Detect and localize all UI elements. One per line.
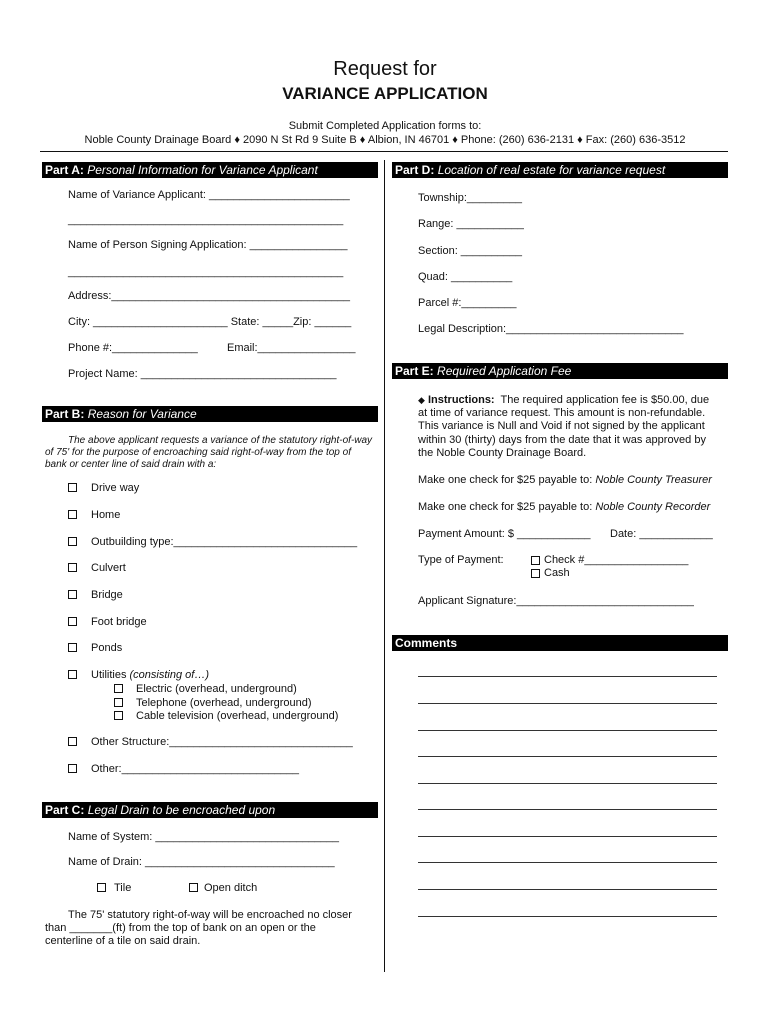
part-a-label: Part A: [45, 163, 84, 177]
email-field[interactable]: Email:________________ [227, 342, 356, 354]
check-number-field[interactable]: Check #_________________ [544, 554, 689, 566]
home-checkbox[interactable] [68, 510, 77, 519]
title-request-for: Request for [333, 58, 437, 80]
city-state-zip-field[interactable]: City: ______________________ State: _____Zip: ______ [68, 316, 352, 328]
part-b-title: Reason for Variance [87, 407, 197, 421]
title-variance-application: VARIANCE APPLICATION [282, 84, 488, 103]
instructions-line5: the Noble County Drainage Board. [418, 447, 587, 459]
part-c-note-line1: The 75' statutory right-of-way will be encroached no closer [68, 909, 352, 921]
electric-checkbox[interactable] [114, 684, 123, 693]
tile-label: Tile [114, 882, 132, 894]
comment-line-3[interactable] [418, 730, 717, 731]
comment-line-7[interactable] [418, 836, 717, 837]
name-signing-line2[interactable]: _____________________________________________ [68, 266, 344, 278]
check-treasurer-prefix: Make one check for $25 payable to: [418, 474, 596, 486]
comment-line-9[interactable] [418, 889, 717, 890]
check-treasurer-line [418, 474, 712, 486]
instructions-line1 [418, 394, 728, 407]
check-recorder-prefix: Make one check for $25 payable to: [418, 501, 596, 513]
utilities-text: Utilities [91, 669, 127, 681]
outbuilding-field[interactable]: Outbuilding type:______________________________ [91, 536, 358, 548]
part-d-header [392, 162, 728, 178]
name-signing-field[interactable]: Name of Person Signing Application: ________________ [68, 239, 348, 251]
comment-line-10[interactable] [418, 916, 717, 917]
telephone-checkbox[interactable] [114, 698, 123, 707]
part-c-title: Legal Drain to be encroached upon [87, 803, 276, 817]
part-b-intro-line3: bank or center line of said drain with a: [45, 459, 217, 470]
address-field[interactable]: Address:_______________________________________ [68, 290, 350, 302]
culvert-label: Culvert [91, 562, 126, 574]
part-c-note-line3: centerline of a tile on said drain. [45, 935, 201, 947]
driveway-label: Drive way [91, 482, 140, 494]
instructions-line4: within 30 (thirty) days from the date that it was approved by [418, 434, 706, 446]
legal-description-field[interactable]: Legal Description:_____________________________ [418, 323, 684, 335]
check-payment-checkbox[interactable] [531, 556, 540, 565]
address-line: Noble County Drainage Board ♦ 2090 N St Rd 9 Suite B ♦ Albion, IN 46701 ♦ Phone: (260) 636-2131 ♦ Fax: (260) 636-3512 [84, 134, 686, 146]
foot-bridge-label: Foot bridge [91, 616, 147, 628]
open-ditch-checkbox[interactable] [189, 883, 198, 892]
name-applicant-line2[interactable]: _____________________________________________ [68, 214, 344, 226]
driveway-checkbox[interactable] [68, 483, 77, 492]
comments-header [392, 635, 728, 651]
section-field[interactable]: Section: __________ [418, 245, 522, 257]
submit-note: Submit Completed Application forms to: [288, 120, 482, 132]
utilities-checkbox[interactable] [68, 670, 77, 679]
bridge-checkbox[interactable] [68, 590, 77, 599]
name-of-drain-field[interactable]: Name of Drain: _______________________________ [68, 856, 335, 868]
comment-line-8[interactable] [418, 862, 717, 863]
instructions-line2: at time of variance request. This amount is non-refundable. [418, 407, 706, 419]
quad-field[interactable]: Quad: __________ [418, 271, 513, 283]
part-d-title: Location of real estate for variance request [437, 163, 666, 177]
payment-amount-field[interactable]: Payment Amount: $ ____________ [418, 528, 591, 540]
part-e-header [392, 363, 728, 379]
foot-bridge-checkbox[interactable] [68, 617, 77, 626]
comment-line-2[interactable] [418, 703, 717, 704]
comments-title: Comments [395, 636, 458, 650]
cable-checkbox[interactable] [114, 711, 123, 720]
comment-line-1[interactable] [418, 676, 717, 677]
comment-line-5[interactable] [418, 783, 717, 784]
name-of-system-field[interactable]: Name of System: ______________________________ [68, 831, 339, 843]
name-applicant-field[interactable]: Name of Variance Applicant: _______________________ [68, 189, 350, 201]
part-d-label: Part D: [395, 163, 435, 177]
applicant-signature-field[interactable]: Applicant Signature:_____________________________ [418, 595, 694, 607]
column-divider [384, 160, 385, 972]
open-ditch-label: Open ditch [204, 882, 258, 894]
part-b-intro-line1: The above applicant requests a variance of the statutory right-of-way [68, 435, 373, 446]
part-a-header [42, 162, 378, 178]
ponds-checkbox[interactable] [68, 643, 77, 652]
part-e-label: Part E: [395, 364, 434, 378]
header-divider [40, 151, 728, 152]
part-c-note-line2: than _______(ft) from the top of bank on an open or the [45, 922, 316, 934]
check-recorder-line [418, 501, 710, 513]
ponds-label: Ponds [91, 642, 123, 654]
utilities-note: (consisting of…) [129, 669, 209, 681]
instructions-text1: The required application fee is $50.00, due [500, 394, 710, 406]
check-recorder-payee: Noble County Recorder [595, 501, 711, 513]
instructions-label: Instructions: [427, 394, 495, 406]
cable-label: Cable television (overhead, underground) [136, 710, 339, 722]
part-c-header [42, 802, 378, 818]
other-field[interactable]: Other:_____________________________ [91, 763, 299, 775]
diamond-bullet-icon: ◆ [418, 395, 425, 405]
township-field[interactable]: Township:_________ [418, 192, 522, 204]
payment-date-field[interactable]: Date: ____________ [610, 528, 713, 540]
culvert-checkbox[interactable] [68, 563, 77, 572]
home-label: Home [91, 509, 121, 521]
tile-checkbox[interactable] [97, 883, 106, 892]
parcel-field[interactable]: Parcel #:_________ [418, 297, 517, 309]
utilities-label [91, 669, 209, 681]
range-field[interactable]: Range: ___________ [418, 218, 524, 230]
phone-field[interactable]: Phone #:______________ [68, 342, 198, 354]
outbuilding-checkbox[interactable] [68, 537, 77, 546]
part-c-label: Part C: [45, 803, 85, 817]
part-b-intro-line2: of 75' for the purpose of encroaching said right-of-way from the top of [45, 447, 351, 458]
other-structure-checkbox[interactable] [68, 737, 77, 746]
cash-payment-checkbox[interactable] [531, 569, 540, 578]
part-b-label: Part B: [45, 407, 85, 421]
bridge-label: Bridge [91, 589, 123, 601]
cash-label: Cash [544, 567, 570, 579]
part-b-header [42, 406, 378, 422]
electric-label: Electric (overhead, underground) [136, 683, 297, 695]
comment-line-6[interactable] [418, 809, 717, 810]
telephone-label: Telephone (overhead, underground) [136, 697, 312, 709]
project-name-field[interactable]: Project Name: ________________________________ [68, 368, 337, 380]
other-checkbox[interactable] [68, 764, 77, 773]
check-treasurer-payee: Noble County Treasurer [595, 474, 712, 486]
other-structure-field[interactable]: Other Structure:______________________________ [91, 736, 353, 748]
comment-line-4[interactable] [418, 756, 717, 757]
type-of-payment-label: Type of Payment: [418, 554, 504, 566]
instructions-line3: This variance is Null and Void if not signed by the applicant [418, 420, 705, 432]
part-a-title: Personal Information for Variance Applicant [87, 163, 318, 177]
part-e-title: Required Application Fee [437, 364, 572, 378]
